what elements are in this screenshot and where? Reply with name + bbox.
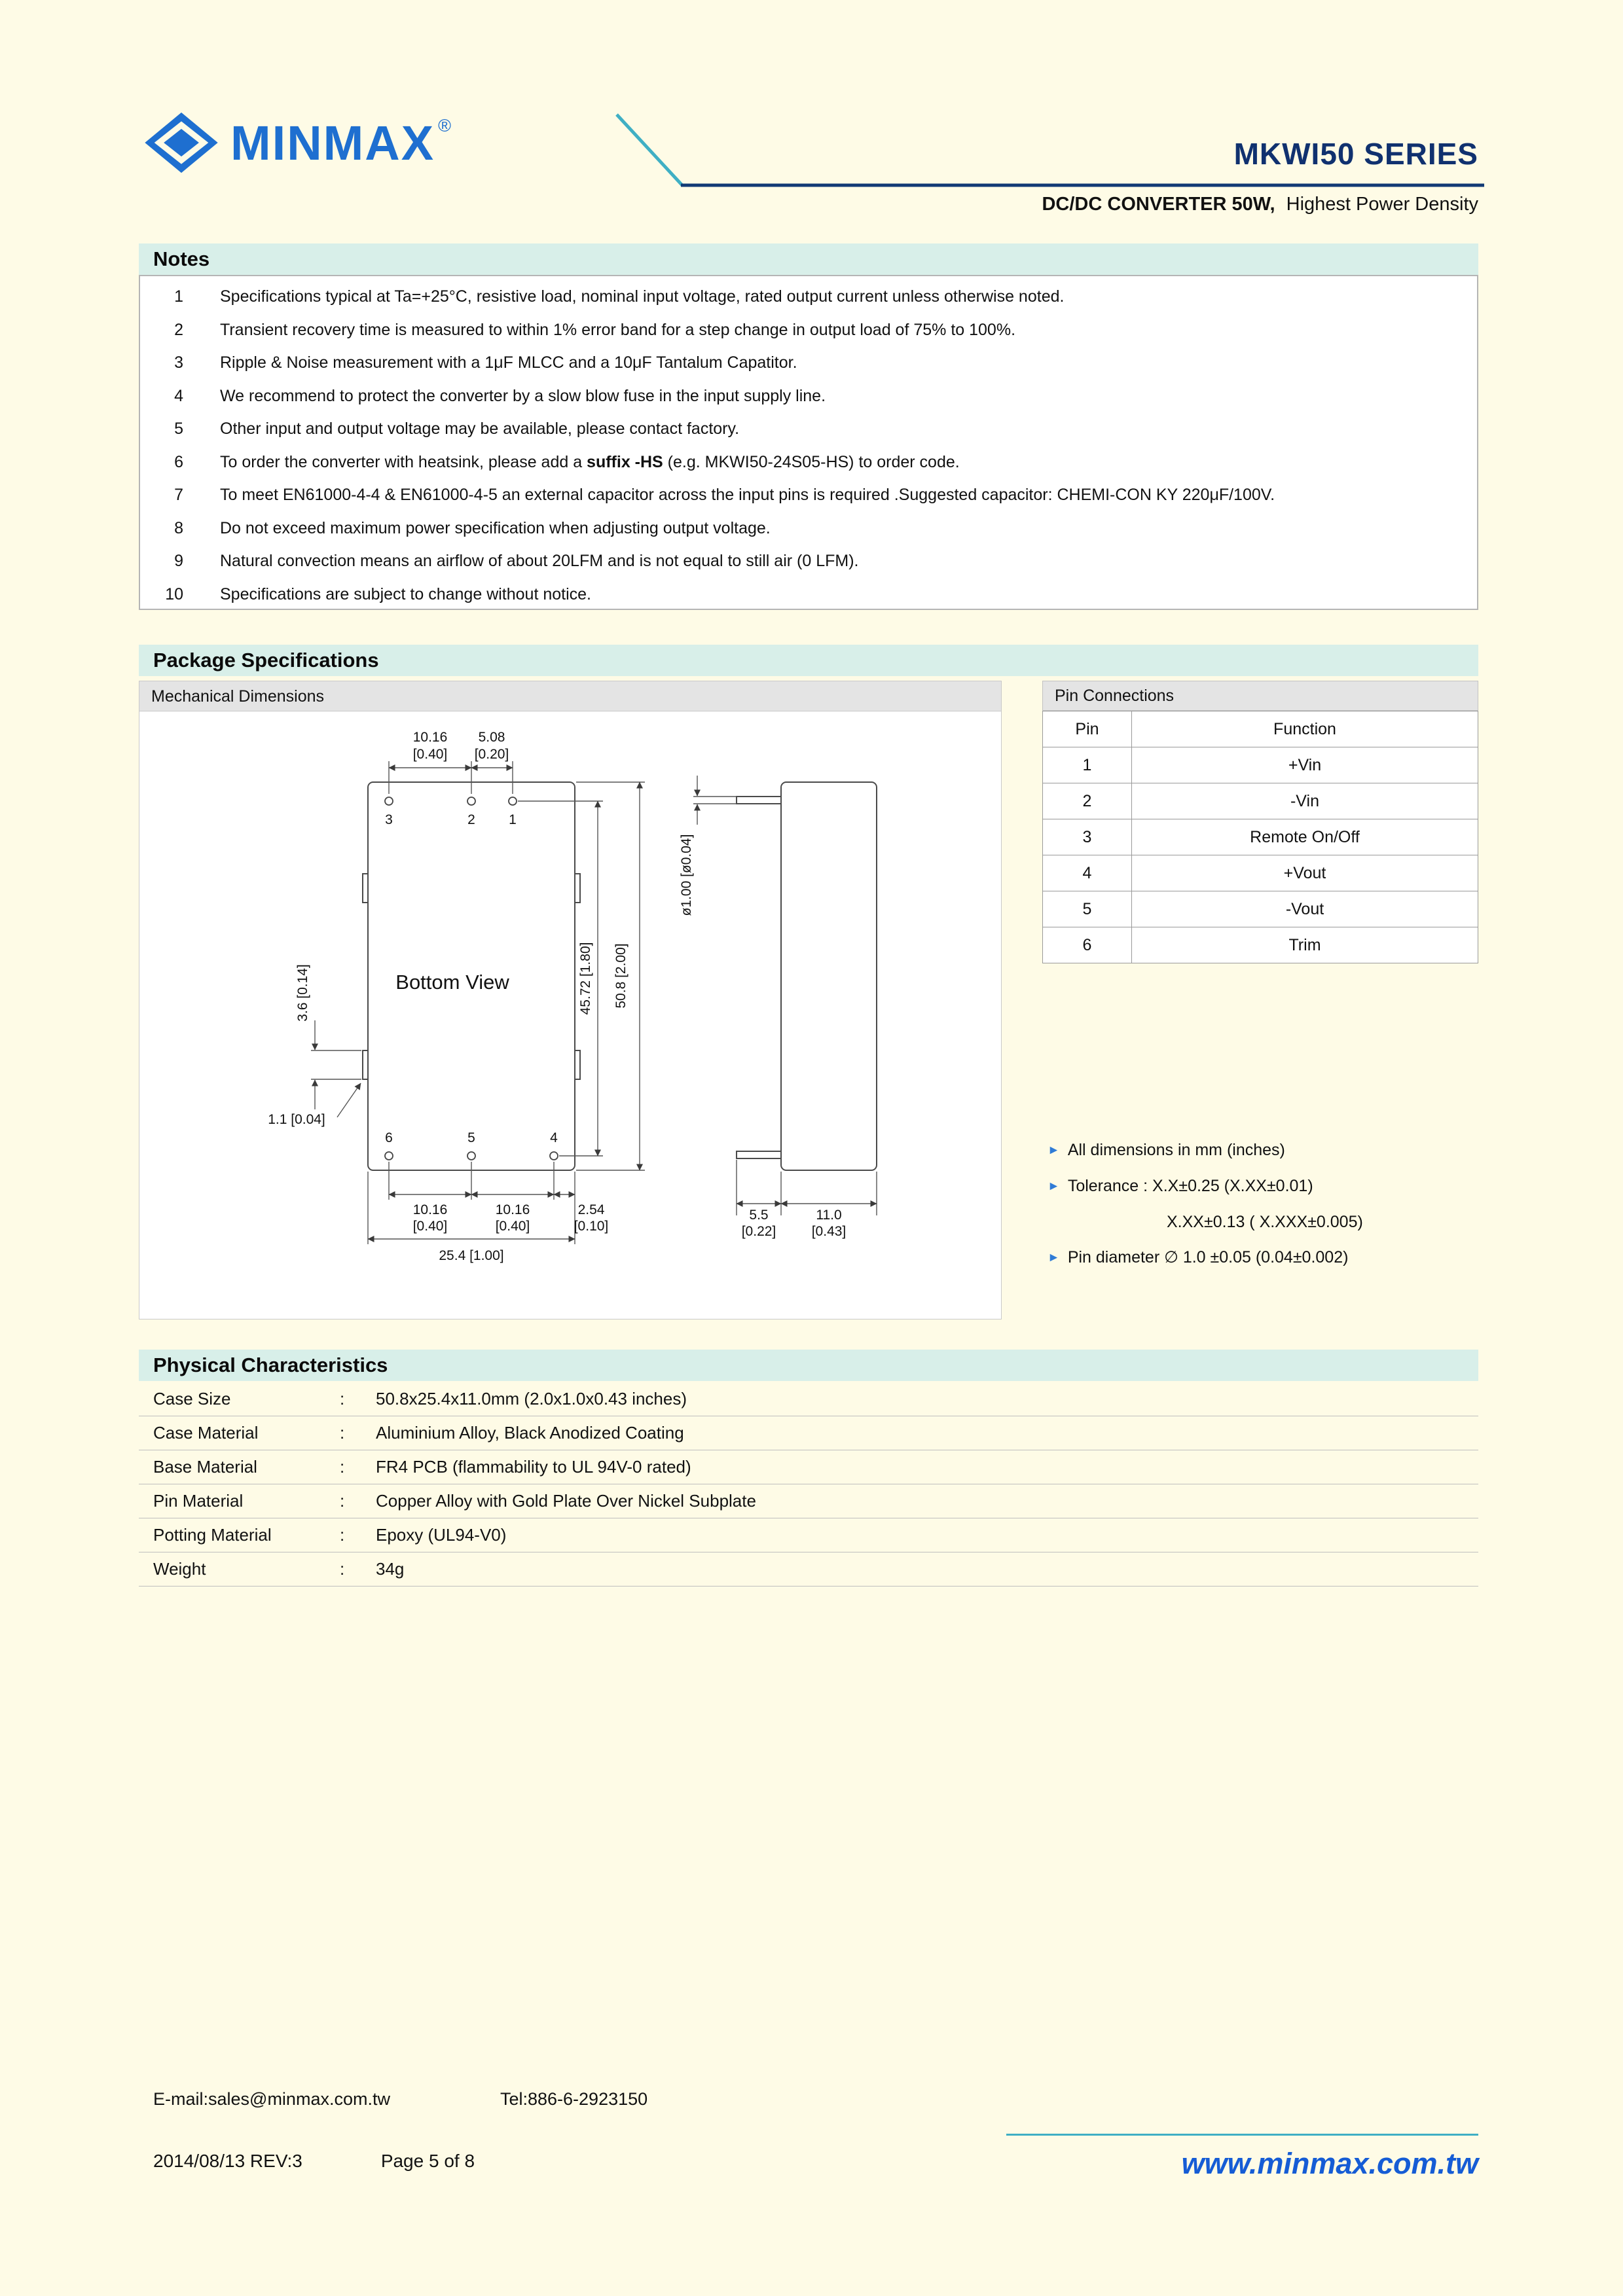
physical-colon: : bbox=[340, 1423, 345, 1443]
dim-label: 10.16 bbox=[412, 730, 448, 745]
note-number: 8 bbox=[174, 519, 183, 537]
physical-value: Epoxy (UL94-V0) bbox=[376, 1525, 507, 1545]
note-number: 9 bbox=[174, 552, 183, 570]
physical-value: Copper Alloy with Gold Plate Over Nickel Subplate bbox=[376, 1491, 756, 1511]
dim-label: 5.5 bbox=[749, 1208, 769, 1223]
dim-label: 3.6 [0.14] bbox=[295, 964, 310, 1022]
dim-label: [0.22] bbox=[741, 1224, 776, 1239]
pin-function-cell: +Vin bbox=[1132, 747, 1478, 783]
dim-label: 2.54 bbox=[577, 1202, 605, 1217]
note-text: To meet EN61000-4-4 & EN61000-4-5 an external capacitor across the input pins is required .Suggested capacitor: CHEMI-CON KY 220μF/100V. bbox=[220, 486, 1275, 504]
pin-number-cell: 6 bbox=[1043, 927, 1132, 963]
pin-row bbox=[1043, 783, 1478, 819]
dim-note-text: Pin diameter ∅ 1.0 ±0.05 (0.04±0.002) bbox=[1067, 1248, 1349, 1266]
dim-label: [0.10] bbox=[574, 1219, 609, 1234]
pin-number-cell: 4 bbox=[1043, 855, 1132, 891]
pin-number-label: 5 bbox=[467, 1130, 475, 1145]
pin-function-cell: Trim bbox=[1132, 927, 1478, 963]
pin-connections-title: Pin Connections bbox=[1042, 681, 1478, 711]
physical-row bbox=[139, 1518, 1478, 1552]
pin-row bbox=[1043, 927, 1478, 963]
pin-number-label: 2 bbox=[467, 812, 475, 827]
note-text: Transient recovery time is measured to within 1% error band for a step change in output load of 75% to 100%. bbox=[220, 321, 1016, 339]
note-number: 4 bbox=[174, 387, 183, 405]
pin-number-cell: 3 bbox=[1043, 819, 1132, 855]
series-subtitle bbox=[1042, 194, 1478, 215]
footer-contact bbox=[153, 2089, 647, 2109]
arrow-bullet-icon: ► bbox=[1048, 1143, 1060, 1157]
note-text: We recommend to protect the converter by a slow blow fuse in the input supply line. bbox=[220, 387, 826, 405]
physical-label: Pin Material bbox=[153, 1491, 244, 1511]
physical-colon: : bbox=[340, 1389, 345, 1408]
registered-mark: ® bbox=[438, 115, 451, 135]
dimension-note bbox=[1048, 1140, 1285, 1162]
dim-note-text: X.XX±0.13 ( X.XXX±0.005) bbox=[1167, 1213, 1363, 1231]
arrow-bullet-icon: ► bbox=[1048, 1179, 1060, 1193]
pin-number-cell: 5 bbox=[1043, 891, 1132, 927]
pin-col-header: Pin bbox=[1043, 711, 1132, 747]
pin-number-cell: 1 bbox=[1043, 747, 1132, 783]
physical-row bbox=[139, 1450, 1478, 1484]
dim-note-text: All dimensions in mm (inches) bbox=[1067, 1141, 1285, 1159]
footer-revision bbox=[153, 2151, 475, 2172]
note-number: 7 bbox=[174, 486, 183, 504]
arrow-bullet-icon: ► bbox=[1048, 1251, 1060, 1265]
note-text: Do not exceed maximum power specification when adjusting output voltage. bbox=[220, 519, 771, 537]
note-text: Specifications typical at Ta=+25°C, resistive load, nominal input voltage, rated output current unless otherwise noted. bbox=[220, 287, 1065, 306]
physical-value: Aluminium Alloy, Black Anodized Coating bbox=[376, 1423, 684, 1443]
physical-colon: : bbox=[340, 1525, 345, 1545]
physical-row bbox=[139, 1484, 1478, 1518]
pin-connections-table bbox=[1042, 711, 1478, 963]
pin-number-cell: 2 bbox=[1043, 783, 1132, 819]
physical-label: Base Material bbox=[153, 1457, 257, 1477]
pin-number-label: 4 bbox=[550, 1130, 558, 1145]
subtitle-rest: Highest Power Density bbox=[1286, 194, 1478, 215]
dim-label: [0.20] bbox=[474, 747, 509, 762]
pin-row bbox=[1043, 891, 1478, 927]
physical-row bbox=[139, 1552, 1478, 1587]
note-number: 3 bbox=[174, 353, 183, 372]
footer-date-rev: 2014/08/13 REV:3 bbox=[153, 2151, 302, 2171]
note-text: To order the converter with heatsink, please add a suffix -HS (e.g. MKWI50-24S05-HS) to order code. bbox=[220, 453, 960, 471]
pin-function-cell: -Vin bbox=[1132, 783, 1478, 819]
pin-row bbox=[1043, 855, 1478, 891]
pin-number-label: 1 bbox=[509, 812, 517, 827]
pin-number-label: 6 bbox=[385, 1130, 393, 1145]
physical-colon: : bbox=[340, 1457, 345, 1477]
note-number: 10 bbox=[165, 585, 183, 603]
note-number: 5 bbox=[174, 420, 183, 438]
dim-label: 45.72 [1.80] bbox=[578, 942, 593, 1015]
physical-colon: : bbox=[340, 1559, 345, 1579]
dim-label: 1.1 [0.04] bbox=[268, 1112, 325, 1127]
physical-value: 50.8x25.4x11.0mm (2.0x1.0x0.43 inches) bbox=[376, 1389, 687, 1408]
subtitle-bold: DC/DC CONVERTER 50W, bbox=[1042, 194, 1275, 215]
physical-value: 34g bbox=[376, 1559, 405, 1579]
note-number: 1 bbox=[174, 287, 183, 306]
series-title: MKWI50 SERIES bbox=[1233, 137, 1478, 171]
note-text: Other input and output voltage may be available, please contact factory. bbox=[220, 420, 740, 438]
dim-note-text: Tolerance : X.X±0.25 (X.XX±0.01) bbox=[1067, 1177, 1313, 1195]
physical-colon: : bbox=[340, 1491, 345, 1511]
note-text: Specifications are subject to change without notice. bbox=[220, 585, 592, 603]
dim-label: [0.40] bbox=[412, 1219, 448, 1234]
footer-website[interactable]: www.minmax.com.tw bbox=[1181, 2147, 1478, 2180]
dim-label: [0.40] bbox=[495, 1219, 530, 1234]
dim-label: ø1.00 [ø0.04] bbox=[679, 834, 694, 916]
physical-row bbox=[139, 1416, 1478, 1450]
footer-rule bbox=[1006, 2134, 1478, 2136]
physical-label: Case Material bbox=[153, 1423, 259, 1443]
mechanical-dimensions-title: Mechanical Dimensions bbox=[139, 681, 1001, 711]
mechanical-drawing bbox=[139, 711, 1002, 1319]
physical-section-bar: Physical Characteristics bbox=[139, 1350, 1478, 1381]
pin-row bbox=[1043, 819, 1478, 855]
dim-label: 10.16 bbox=[495, 1202, 530, 1217]
note-text: Natural convection means an airflow of about 20LFM and is not equal to still air (0 LFM). bbox=[220, 552, 859, 570]
logo-text: MINMAX bbox=[230, 115, 435, 170]
pin-function-cell: +Vout bbox=[1132, 855, 1478, 891]
dimension-note bbox=[1167, 1212, 1363, 1232]
notes-section-bar: Notes bbox=[139, 243, 1478, 275]
pin-function-cell: -Vout bbox=[1132, 891, 1478, 927]
footer-page-number: Page 5 of 8 bbox=[380, 2151, 475, 2171]
footer-tel: Tel:886-6-2923150 bbox=[500, 2089, 648, 2109]
note-number: 6 bbox=[174, 453, 183, 471]
dim-label: 25.4 [1.00] bbox=[439, 1248, 504, 1263]
note-number: 2 bbox=[174, 321, 183, 339]
dim-label: 11.0 bbox=[816, 1208, 842, 1223]
pin-function-cell: Remote On/Off bbox=[1132, 819, 1478, 855]
note-text: Ripple & Noise measurement with a 1μF MLCC and a 10μF Tantalum Capatitor. bbox=[220, 353, 797, 372]
physical-label: Weight bbox=[153, 1559, 206, 1579]
dim-label: 5.08 bbox=[478, 730, 505, 745]
dimension-note bbox=[1048, 1247, 1348, 1269]
package-section-bar: Package Specifications bbox=[139, 645, 1478, 676]
footer-email[interactable]: E-mail:sales@minmax.com.tw bbox=[153, 2089, 390, 2109]
dim-label: [0.40] bbox=[412, 747, 448, 762]
pin-row bbox=[1043, 747, 1478, 783]
bottom-view-label: Bottom View bbox=[395, 971, 509, 994]
dimension-note bbox=[1048, 1176, 1313, 1198]
physical-value: FR4 PCB (flammability to UL 94V-0 rated) bbox=[376, 1457, 691, 1477]
notes-box bbox=[139, 275, 1478, 610]
mechanical-dimensions-panel bbox=[139, 681, 1002, 1319]
physical-label: Potting Material bbox=[153, 1525, 272, 1545]
physical-row bbox=[139, 1382, 1478, 1416]
physical-label: Case Size bbox=[153, 1389, 231, 1408]
pin-number-label: 3 bbox=[385, 812, 393, 827]
dim-label: 50.8 [2.00] bbox=[613, 943, 629, 1009]
dim-label: [0.43] bbox=[811, 1224, 847, 1239]
function-col-header: Function bbox=[1132, 711, 1478, 747]
dim-label: 10.16 bbox=[412, 1202, 448, 1217]
pin-header-row bbox=[1043, 711, 1478, 747]
